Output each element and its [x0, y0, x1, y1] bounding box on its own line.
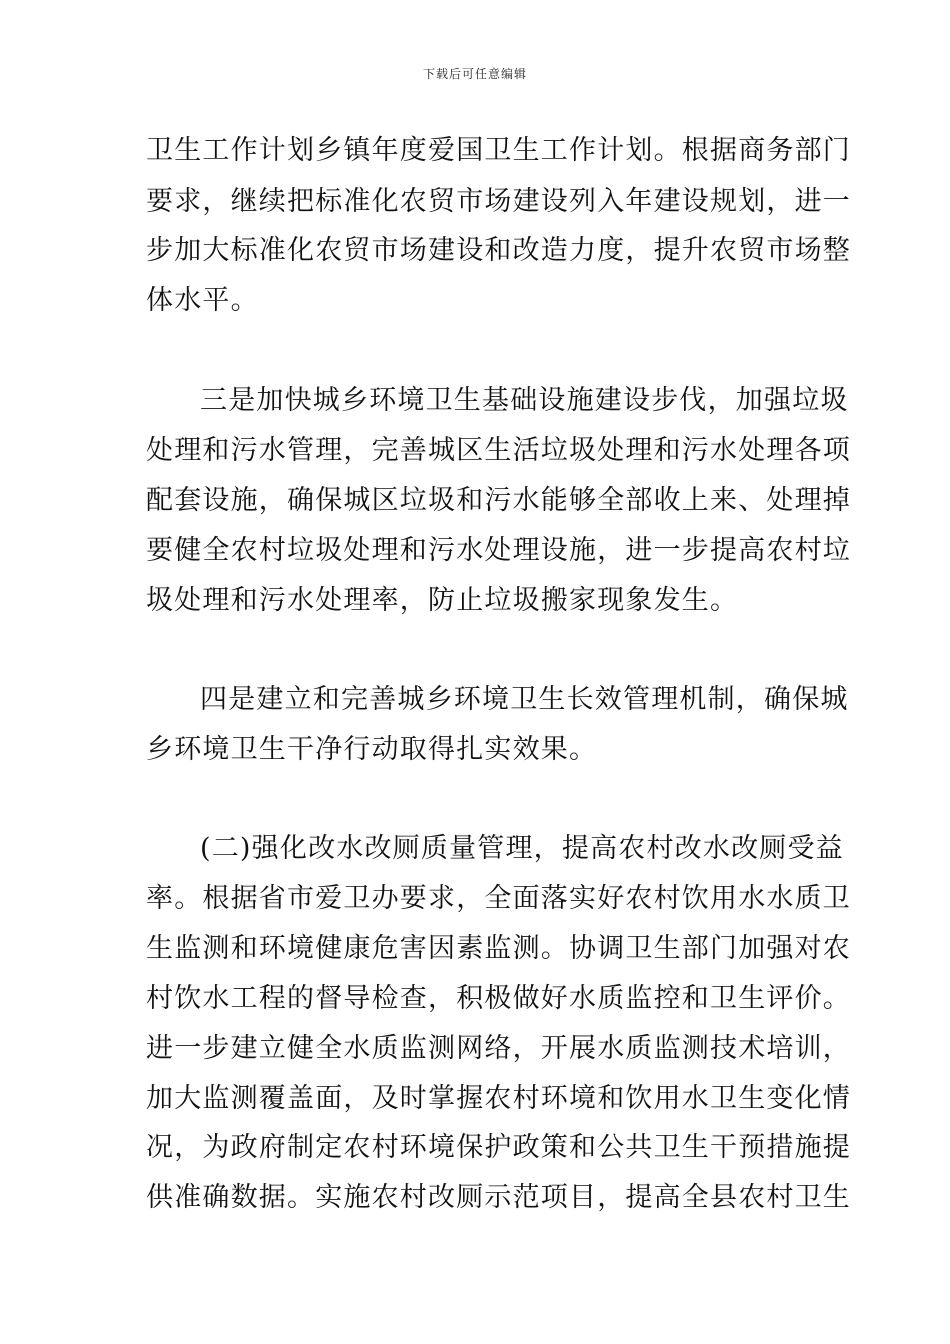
text-line: (二)强化改水改厕质量管理，提高农村改水改厕受益 [200, 833, 844, 864]
text-line: 配套设施，确保城区垃圾和污水能够全部收上来、处理掉 [146, 485, 851, 516]
text-line: 况，为政府制定农村环境保护政策和公共卫生干预措施提 [146, 1132, 851, 1163]
text-line: 生监测和环境健康危害因素监测。协调卫生部门加强对农 [146, 933, 851, 964]
text-line: 步加大标准化农贸市场建设和改造力度，提升农贸市场整 [146, 235, 851, 266]
text-line: 村饮水工程的督导检查，积极做好水质监控和卫生评价。 [146, 983, 851, 1014]
text-line: 供准确数据。实施农村改厕示范项目，提高全县农村卫生 [146, 1182, 851, 1213]
text-line: 要健全农村垃圾处理和污水处理设施，进一步提高农村垃 [146, 535, 851, 566]
text-line: 卫生工作计划乡镇年度爱国卫生工作计划。根据商务部门 [146, 135, 851, 166]
text-line: 进一步建立健全水质监测网络，开展水质监测技术培训， [146, 1033, 851, 1064]
text-line: 体水平。 [146, 285, 259, 316]
text-line: 加大监测覆盖面，及时掌握农村环境和饮用水卫生变化情 [146, 1083, 851, 1114]
text-line: 四是建立和完善城乡环境卫生长效管理机制，确保城 [200, 684, 849, 715]
text-line: 乡环境卫生干净行动取得扎实效果。 [146, 734, 598, 765]
text-line: 处理和污水管理，完善城区生活垃圾处理和污水处理各项 [146, 435, 851, 466]
text-line: 率。根据省市爱卫办要求，全面落实好农村饮用水水质卫 [146, 883, 851, 914]
page-header: 下载后可任意编辑 [422, 67, 527, 81]
text-line: 三是加快城乡环境卫生基础设施建设步伐，加强垃圾 [200, 385, 849, 416]
text-line: 圾处理和污水处理率，防止垃圾搬家现象发生。 [146, 585, 739, 616]
text-line: 要求，继续把标准化农贸市场建设列入年建设规划，进一 [146, 186, 851, 217]
